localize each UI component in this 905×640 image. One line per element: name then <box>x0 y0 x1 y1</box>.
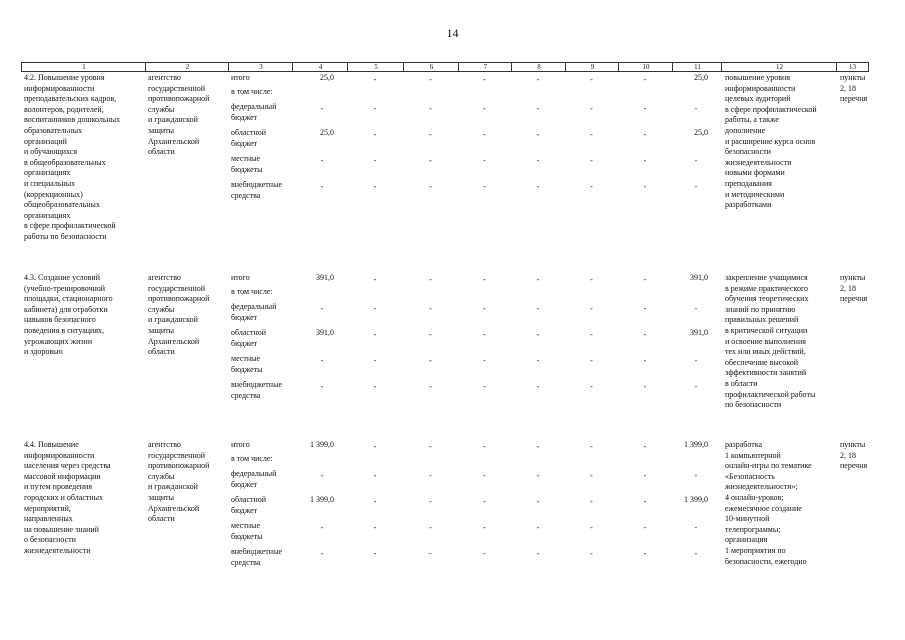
header-col-3: 3 <box>259 63 263 71</box>
header-col-12: 12 <box>776 63 783 71</box>
empty-value-dash: - <box>590 497 593 506</box>
empty-value-dash: - <box>643 304 647 313</box>
empty-value-dash: - <box>373 304 377 313</box>
empty-value-dash: - <box>536 442 540 451</box>
empty-value-dash: - <box>429 382 432 391</box>
empty-value-dash: - <box>373 104 377 113</box>
regional-amount-col11: 25,0 <box>694 128 708 137</box>
header-divider <box>458 63 459 71</box>
empty-value-dash: - <box>590 442 593 451</box>
empty-value-dash: - <box>536 275 540 284</box>
empty-value-dash: - <box>320 523 324 532</box>
empty-value-dash: - <box>643 471 647 480</box>
empty-value-dash: - <box>483 75 486 84</box>
header-divider <box>347 63 348 71</box>
empty-value-dash: - <box>483 330 486 339</box>
funding-source: федеральный бюджет <box>231 469 277 489</box>
empty-value-dash: - <box>483 104 486 113</box>
empty-value-dash: - <box>483 275 486 284</box>
executor: агентство государственной противопожарной службы и гражданской защиты Архангельской области <box>148 73 210 157</box>
empty-value-dash: - <box>373 275 377 284</box>
header-divider <box>618 63 619 71</box>
empty-value-dash: - <box>320 156 324 165</box>
empty-value-dash: - <box>536 104 540 113</box>
empty-value-dash: - <box>373 75 377 84</box>
reference: пункты 2, 18 перечня <box>840 273 868 304</box>
header-divider <box>145 63 146 71</box>
empty-value-dash: - <box>429 75 432 84</box>
empty-value-dash: - <box>429 304 432 313</box>
empty-value-dash: - <box>429 330 432 339</box>
empty-value-dash: - <box>590 75 593 84</box>
empty-value-dash: - <box>483 156 486 165</box>
empty-value-dash: - <box>429 275 432 284</box>
empty-value-dash: - <box>373 382 377 391</box>
empty-value-dash: - <box>429 130 432 139</box>
empty-value-dash: - <box>694 382 698 391</box>
empty-value-dash: - <box>694 182 698 191</box>
empty-value-dash: - <box>483 549 486 558</box>
header-col-4: 4 <box>318 63 323 71</box>
header-divider <box>403 63 404 71</box>
empty-value-dash: - <box>590 275 593 284</box>
empty-value-dash: - <box>590 304 593 313</box>
reference: пункты 2, 18 перечня <box>840 440 868 471</box>
page-number: 14 <box>446 26 459 40</box>
empty-value-dash: - <box>320 471 324 480</box>
measure-name: 4.4. Повышение информированности населения через средства массовой информации и путем проведения городских и областных мероприятий, направленных на повышение знаний о безопасности жизнедеятельности <box>24 440 111 555</box>
empty-value-dash: - <box>694 523 698 532</box>
funding-source: в том числе: <box>231 287 273 296</box>
empty-value-dash: - <box>373 523 377 532</box>
header-divider <box>228 63 229 71</box>
empty-value-dash: - <box>373 182 377 191</box>
header-col-10: 10 <box>642 63 650 71</box>
empty-value-dash: - <box>429 549 432 558</box>
header-divider <box>565 63 566 71</box>
header-divider <box>511 63 512 71</box>
empty-value-dash: - <box>536 356 540 365</box>
empty-value-dash: - <box>536 549 540 558</box>
empty-value-dash: - <box>643 549 647 558</box>
funding-source: в том числе: <box>231 454 273 463</box>
funding-source: областной бюджет <box>231 128 267 148</box>
header-col-2: 2 <box>185 63 190 71</box>
empty-value-dash: - <box>429 182 432 191</box>
empty-value-dash: - <box>694 549 698 558</box>
empty-value-dash: - <box>590 382 593 391</box>
empty-value-dash: - <box>536 75 540 84</box>
empty-value-dash: - <box>483 471 486 480</box>
header-divider <box>721 63 722 71</box>
empty-value-dash: - <box>694 356 698 365</box>
empty-value-dash: - <box>373 442 377 451</box>
empty-value-dash: - <box>590 356 593 365</box>
regional-amount-col11: 1 399,0 <box>684 495 708 504</box>
empty-value-dash: - <box>320 356 324 365</box>
empty-value-dash: - <box>643 156 647 165</box>
empty-value-dash: - <box>536 330 540 339</box>
empty-value-dash: - <box>590 523 593 532</box>
empty-value-dash: - <box>483 182 486 191</box>
funding-source: областной бюджет <box>231 328 267 348</box>
measure-name: 4.2. Повышение уровня информированности преподавательских кадров, волонтеров, родителей, воспитанников дошкольных образовательных организаций и обучающихся в общеобразовательных организациях и специальных (коррекционных) общеобразовательных организациях в сфере профилактической работы по безопасности <box>24 73 121 241</box>
empty-value-dash: - <box>643 330 647 339</box>
empty-value-dash: - <box>483 304 486 313</box>
empty-value-dash: - <box>320 104 324 113</box>
empty-value-dash: - <box>643 356 647 365</box>
empty-value-dash: - <box>536 382 540 391</box>
header-divider <box>672 63 673 71</box>
header-col-7: 7 <box>483 63 488 71</box>
empty-value-dash: - <box>643 75 647 84</box>
expected-result: повышение уровня информированности целевых аудиторий в сфере профилактической работы, а также дополнение и расширение курса основ безопасности жизнедеятельности новыми формами преподавания и методическими разработками <box>725 73 817 210</box>
executor: агентство государственной противопожарной службы и гражданской защиты Архангельской области <box>148 273 210 357</box>
funding-source: итого <box>231 440 250 449</box>
empty-value-dash: - <box>320 304 324 313</box>
empty-value-dash: - <box>429 156 432 165</box>
empty-value-dash: - <box>590 104 593 113</box>
empty-value-dash: - <box>536 471 540 480</box>
empty-value-dash: - <box>429 442 432 451</box>
empty-value-dash: - <box>694 104 698 113</box>
funding-source: местные бюджеты <box>231 354 263 374</box>
empty-value-dash: - <box>373 130 377 139</box>
empty-value-dash: - <box>536 130 540 139</box>
header-divider <box>836 63 837 71</box>
funding-source: в том числе: <box>231 87 273 96</box>
empty-value-dash: - <box>429 523 432 532</box>
empty-value-dash: - <box>373 497 377 506</box>
executor: агентство государственной противопожарной службы и гражданской защиты Архангельской области <box>148 440 210 524</box>
empty-value-dash: - <box>643 275 647 284</box>
regional-amount: 1 399,0 <box>310 495 334 504</box>
regional-amount-col11: 391,0 <box>690 328 708 337</box>
funding-source: областной бюджет <box>231 495 267 515</box>
regional-amount: 391,0 <box>316 328 334 337</box>
empty-value-dash: - <box>373 156 377 165</box>
empty-value-dash: - <box>373 356 377 365</box>
total-amount-col11: 391,0 <box>690 273 708 282</box>
empty-value-dash: - <box>694 471 698 480</box>
empty-value-dash: - <box>320 382 324 391</box>
funding-source: внебюджетные средства <box>231 547 282 567</box>
empty-value-dash: - <box>643 523 647 532</box>
funding-source: итого <box>231 273 250 282</box>
expected-result: разработка 1 компьютерной онлайн-игры по тематике «Безопасность жизнедеятельности»; 4 онлайн-уроков; ежемесячное создание 10-минутной телепрограммы; организация 1 мероприятия по безопасности, ежегодно <box>725 440 812 566</box>
empty-value-dash: - <box>643 182 647 191</box>
empty-value-dash: - <box>643 442 647 451</box>
empty-value-dash: - <box>590 182 593 191</box>
header-col-13: 13 <box>849 63 856 71</box>
header-divider <box>292 63 293 71</box>
empty-value-dash: - <box>590 471 593 480</box>
total-amount: 25,0 <box>320 73 334 82</box>
empty-value-dash: - <box>483 442 486 451</box>
empty-value-dash: - <box>483 497 486 506</box>
empty-value-dash: - <box>429 497 432 506</box>
funding-source: местные бюджеты <box>231 154 263 174</box>
empty-value-dash: - <box>373 549 377 558</box>
header-col-11: 11 <box>694 63 701 71</box>
empty-value-dash: - <box>429 104 432 113</box>
regional-amount: 25,0 <box>320 128 334 137</box>
empty-value-dash: - <box>694 156 698 165</box>
empty-value-dash: - <box>643 130 647 139</box>
funding-source: внебюджетные средства <box>231 380 282 400</box>
total-amount: 1 399,0 <box>310 440 334 449</box>
empty-value-dash: - <box>536 182 540 191</box>
measure-name: 4.3. Создание условий (учебно-тренировочной площадки, стационарного кабинета) для отработки навыков безопасного поведения в ситуациях, угрожающих жизни и здоровью <box>24 273 113 357</box>
empty-value-dash: - <box>536 523 540 532</box>
empty-value-dash: - <box>483 523 486 532</box>
funding-source: итого <box>231 73 250 82</box>
funding-source: местные бюджеты <box>231 521 263 541</box>
empty-value-dash: - <box>536 156 540 165</box>
empty-value-dash: - <box>643 382 647 391</box>
total-amount-col11: 1 399,0 <box>684 440 708 449</box>
empty-value-dash: - <box>320 549 324 558</box>
header-col-9: 9 <box>590 63 595 71</box>
funding-source: федеральный бюджет <box>231 302 277 322</box>
column-number-header <box>21 62 869 72</box>
funding-source: федеральный бюджет <box>231 102 277 122</box>
empty-value-dash: - <box>483 382 486 391</box>
reference: пункты 2, 18 перечня <box>840 73 868 104</box>
empty-value-dash: - <box>643 104 647 113</box>
header-col-8: 8 <box>537 63 541 71</box>
empty-value-dash: - <box>483 130 486 139</box>
empty-value-dash: - <box>373 471 377 480</box>
empty-value-dash: - <box>536 497 540 506</box>
empty-value-dash: - <box>590 130 593 139</box>
empty-value-dash: - <box>643 497 647 506</box>
total-amount-col11: 25,0 <box>694 73 708 82</box>
empty-value-dash: - <box>590 549 593 558</box>
header-col-1: 1 <box>82 63 86 71</box>
empty-value-dash: - <box>590 330 593 339</box>
empty-value-dash: - <box>590 156 593 165</box>
empty-value-dash: - <box>373 330 377 339</box>
expected-result: закрепление учащимися в режиме практического обучения теоретических знаний по принятию правильных решений в критической ситуации и освоение выполнения тех или иных действий, обеспечение высокой эффективности занятий в области профилактической работы по безопасности <box>725 273 816 410</box>
empty-value-dash: - <box>483 356 486 365</box>
header-col-6: 6 <box>429 63 434 71</box>
empty-value-dash: - <box>694 304 698 313</box>
empty-value-dash: - <box>429 356 432 365</box>
funding-source: внебюджетные средства <box>231 180 282 200</box>
empty-value-dash: - <box>320 182 324 191</box>
empty-value-dash: - <box>536 304 540 313</box>
header-col-5: 5 <box>374 63 378 71</box>
total-amount: 391,0 <box>316 273 334 282</box>
empty-value-dash: - <box>429 471 432 480</box>
